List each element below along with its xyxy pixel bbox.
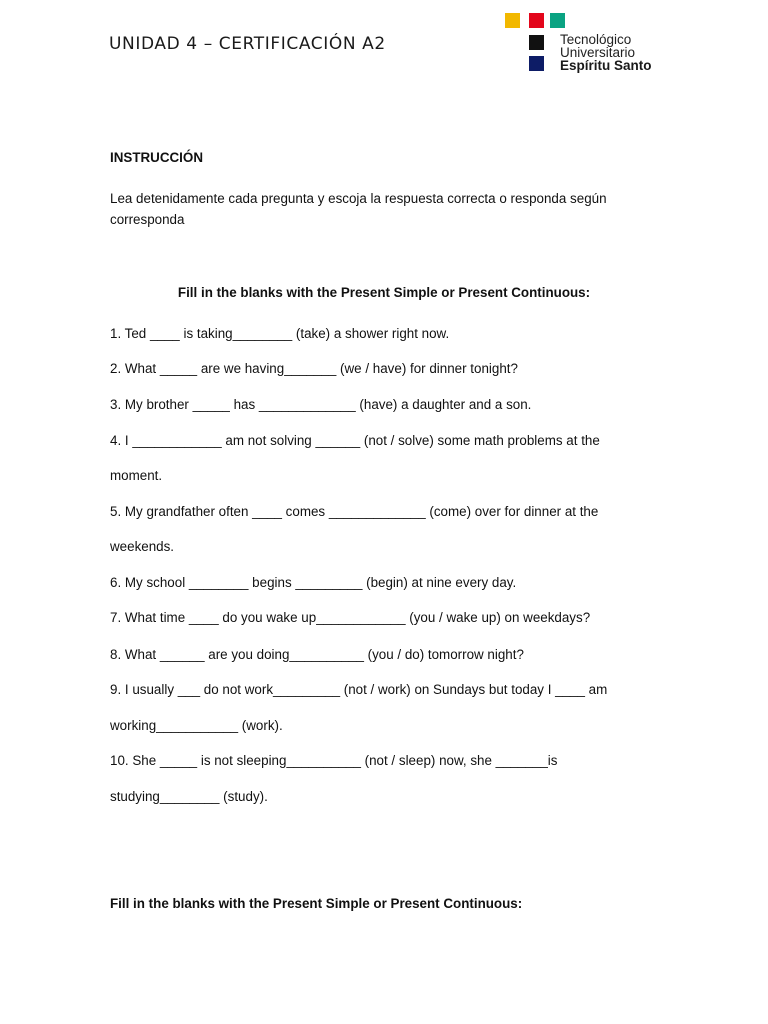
exercise-line: 10. She _____ is not sleeping__________ (not / sleep) now, she _______is bbox=[110, 753, 558, 768]
instructions-text-line1: Lea detenidamente cada pregunta y escoja la respuesta correcta o responda según bbox=[110, 191, 607, 206]
exercise-line: weekends. bbox=[110, 539, 175, 554]
logo-text-line1: Tecnológico bbox=[560, 32, 632, 47]
logo-square-green bbox=[550, 13, 565, 28]
exercise-line: 1. Ted ____ is taking________ (take) a shower right now. bbox=[110, 326, 450, 341]
exercise-line: 7. What time ____ do you wake up____________ (you / wake up) on weekdays? bbox=[110, 610, 591, 625]
logo-text-line2: Universitario bbox=[560, 45, 636, 60]
institution-logo bbox=[505, 13, 675, 75]
unit-title: UNIDAD 4 – CERTIFICACIÓN A2 bbox=[109, 34, 386, 54]
exercise-line: 5. My grandfather often ____ comes _____________ (come) over for dinner at the bbox=[110, 504, 599, 519]
exercise-line: 8. What ______ are you doing__________ (you / do) tomorrow night? bbox=[110, 647, 524, 662]
instructions-heading: INSTRUCCIÓN bbox=[110, 150, 203, 165]
exercise-line: 3. My brother _____ has _____________ (have) a daughter and a son. bbox=[110, 397, 532, 412]
exercise-line: working___________ (work). bbox=[110, 718, 283, 733]
instructions-text-line2: corresponda bbox=[110, 212, 185, 227]
section2-heading: Fill in the blanks with the Present Simple or Present Continuous: bbox=[110, 896, 523, 911]
exercise-line: moment. bbox=[110, 468, 163, 483]
exercise-line: 9. I usually ___ do not work_________ (not / work) on Sundays but today I ____ am bbox=[110, 682, 608, 697]
logo-text-line3: Espíritu Santo bbox=[560, 58, 652, 73]
logo-square-red bbox=[529, 13, 544, 28]
logo-square-yellow bbox=[505, 13, 520, 28]
logo-square-navy bbox=[529, 56, 544, 71]
logo-square-black bbox=[529, 35, 544, 50]
exercise-line: 6. My school ________ begins _________ (begin) at nine every day. bbox=[110, 575, 517, 590]
section1-heading: Fill in the blanks with the Present Simple or Present Continuous: bbox=[177, 285, 591, 300]
exercise-line: 4. I ____________ am not solving ______ (not / solve) some math problems at the bbox=[110, 433, 600, 448]
exercise-line: studying________ (study). bbox=[110, 789, 268, 804]
exercise-line: 2. What _____ are we having_______ (we / have) for dinner tonight? bbox=[110, 361, 518, 376]
